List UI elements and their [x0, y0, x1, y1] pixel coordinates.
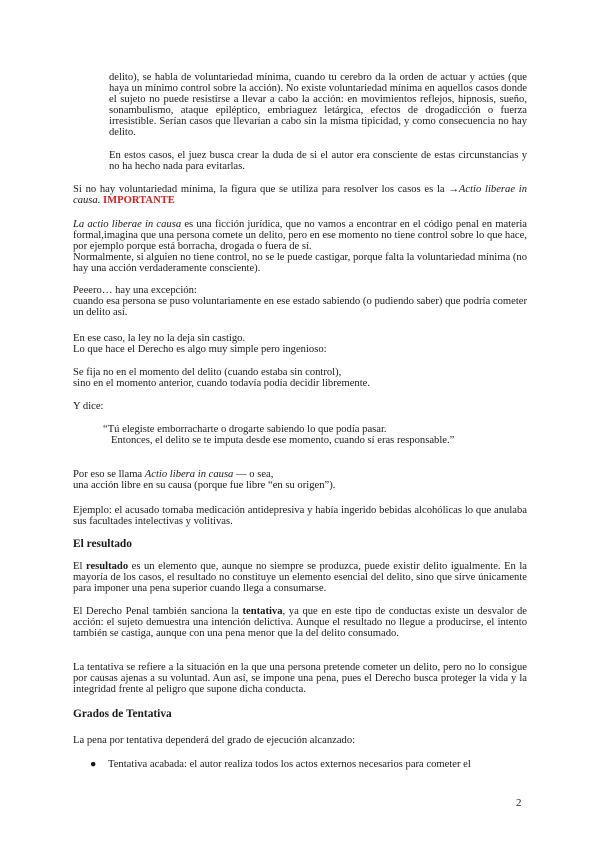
paragraph-excepcion-intro: Peeero… hay una excepción: — [73, 285, 197, 296]
paragraph-tentativa-situacion: La tentativa se refiere a la situación en la que una persona pretende cometer un delito, pero no lo consigue por causas ajenas a su voluntad. Aun así, se impone una pena, pues el Derecho busca proteger la vida y la integridad frente al peligro que supone dicha conducta. — [73, 662, 527, 695]
paragraph-resultado — [73, 561, 527, 594]
bullet-text: Tentativa acabada: el autor realiza todos los actos externos necesarios para cometer el — [108, 759, 471, 770]
resultado-term: resultado — [85, 561, 129, 572]
o-sea-text: — o sea, — [233, 469, 274, 480]
paragraph-ley: En ese caso, la ley no la deja sin castigo. — [73, 333, 246, 344]
actio-libera-term: Actio libera in causa — [144, 469, 234, 480]
heading-grados-tentativa: Grados de Tentativa — [73, 708, 172, 720]
paragraph-y-dice: Y dice: — [73, 401, 104, 412]
quote-line-2: Entonces, el delito se te imputa desde ese momento, cuando sí eras responsable.” — [111, 435, 455, 446]
actio-term: Actio liberae in causa. — [73, 184, 527, 206]
actio-term-italic: La actio liberae in causa — [73, 219, 182, 230]
paragraph-tentativa — [73, 606, 527, 639]
actio-intro-text: Si no hay voluntariedad mínima, la figura que se utiliza para resolver los casos es la → — [73, 184, 459, 195]
resultado-text: es un elemento que, aunque no siempre se produzca, puede existir delito igualmente. En la mayoría de los casos, el resultado no constituye un elemento esencial del delito, sino que sirve únicamente para imponer una pena superior cuando llega a consumarse. — [73, 561, 527, 594]
resultado-lead: El — [73, 561, 86, 572]
list-item — [90, 759, 520, 770]
paragraph-ejemplo: Ejemplo: el acusado tomaba medicación antidepresiva y había ingerido bebidas alcohólicas lo que anulaba sus facultades intelectivas y volitivas. — [73, 505, 527, 527]
paragraph-pena: La pena por tentativa dependerá del grado de ejecución alcanzado: — [73, 735, 356, 746]
page-number: 2 — [516, 797, 522, 809]
tentativa-text: , ya que en este tipo de conductas existe un desvalor de acción: el sujeto demuestra una intención delictiva. Aunque el resultado no llegue a producirse, el intento también se castiga, aunque con una pena menor que la del delito consumado. — [73, 606, 527, 639]
paragraph-voluntariedad: delito), se habla de voluntariedad mínima, cuando tu cerebro da la orden de actuar y actúes (que haya un mínimo control sobre la acción). No existe voluntariedad mínima en aquellos casos donde el sujeto no puede resistirse a llevar a cabo la acción: en movimientos reflejos, hipnosis, sueño, sonambulismo, ataque epiléptico, embriaguez letárgica, efectos de drogadicción o fuerza irresistible. Serían casos que llevarían a cabo sin la misma tipicidad, y como consecuencia no hay delito. — [109, 72, 527, 138]
por-eso-text: Por eso se llama — [73, 469, 145, 480]
tentativa-lead: El Derecho Penal también sanciona la — [73, 606, 243, 617]
important-label: IMPORTANTE — [103, 195, 175, 206]
paragraph-por-eso — [73, 469, 527, 480]
heading-el-resultado: El resultado — [73, 538, 132, 550]
bullet-icon: ● — [90, 759, 97, 770]
paragraph-ficcion — [73, 219, 527, 252]
quote-line-1: “Tú elegiste emborracharte o drogarte sabiendo lo que podía pasar. — [103, 424, 387, 435]
paragraph-excepcion: cuando esa persona se puso voluntariamente en ese estado sabiendo (o pudiendo saber) que podría cometer un delito así. — [73, 296, 527, 318]
paragraph-momento-anterior: sino en el momento anterior, cuando todavía podía decidir libremente. — [73, 378, 370, 389]
paragraph-normalmente: Normalmente, si alguien no tiene control, no se le puede castigar, porque falta la voluntariedad mínima (no hay una acción verdaderamente consciente). — [73, 252, 527, 274]
paragraph-juez: En estos casos, el juez busca crear la duda de si el autor era consciente de estas circunstancias y no ha hecho nada para evitarlas. — [109, 150, 527, 172]
paragraph-accion-libre: una acción libre en su causa (porque fue libre “en su origen”). — [73, 480, 336, 491]
tentativa-term: tentativa — [242, 606, 283, 617]
ficcion-text: es una ficción jurídica, que no vamos a encontrar en el código penal en materia formal,imagina que una persona comete un delito, pero en ese momento no tiene control sobre lo que hace, por ejemplo porque está borracha, drogada o fuera de sí. — [73, 219, 528, 252]
paragraph-derecho: Lo que hace el Derecho es algo muy simple pero ingenioso: — [73, 344, 327, 355]
paragraph-actio-intro — [73, 184, 527, 206]
paragraph-momento: Se fija no en el momento del delito (cuando estaba sin control), — [73, 367, 342, 378]
